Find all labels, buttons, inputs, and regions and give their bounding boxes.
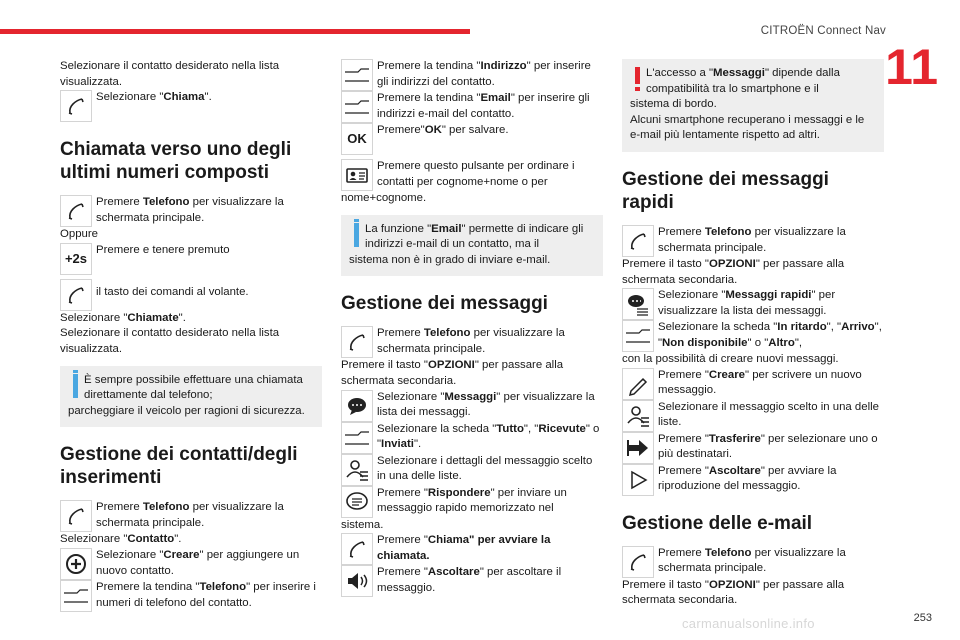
chapter-number: 11 bbox=[885, 39, 938, 95]
dropdown-tab-icon bbox=[341, 59, 373, 91]
warning-note: L'accesso a "Messaggi" dipende dalla compatibilità tra lo smartphone e il sistema di bordo. Alcuni smartphone recuperano i messaggi e le e-mail più lentamente rispetto ad altri. bbox=[622, 59, 884, 152]
section-heading: Gestione dei contatti/degli inserimenti bbox=[60, 444, 298, 489]
paragraph: Selezionare "Contatto". bbox=[60, 533, 182, 546]
instruction-row: Premere Telefono per visualizzare la schermata principale. bbox=[341, 326, 603, 358]
forward-arrow-icon bbox=[622, 432, 654, 464]
steering-wheel-button-icon: +2s bbox=[60, 243, 92, 275]
phone-icon bbox=[622, 225, 654, 257]
add-contact-icon bbox=[60, 548, 92, 580]
header-accent-bar bbox=[0, 29, 470, 34]
paragraph: Selezionare "Chiamate". bbox=[60, 311, 186, 324]
instruction-row: Selezionare "Creare" per aggiungere un nuovo contatto. bbox=[60, 548, 322, 580]
sms-icon bbox=[341, 390, 373, 422]
column-3 bbox=[622, 59, 884, 609]
reply-message-icon bbox=[341, 486, 373, 518]
header-title: CITROËN Connect Nav bbox=[760, 25, 886, 37]
contact-details-icon bbox=[341, 454, 373, 486]
instruction-row: Premere questo pulsante per ordinare i contatti per cognome+nome o per bbox=[341, 159, 603, 191]
ok-button-icon: OK bbox=[341, 123, 373, 155]
phone-icon bbox=[60, 90, 92, 122]
instruction-row: Premere "Creare" per scrivere un nuovo messaggio. bbox=[622, 368, 884, 400]
info-icon bbox=[354, 223, 359, 247]
phone-icon bbox=[341, 326, 373, 358]
instruction-row: Premere Telefono per visualizzare la schermata principale. bbox=[622, 546, 884, 578]
instruction-row: il tasto dei comandi al volante. bbox=[60, 279, 322, 311]
instruction-row: Premere la tendina "Email" per inserire gli indirizzi e-mail del contatto. bbox=[341, 91, 603, 123]
instruction-row: Selezionare i dettagli del messaggio scelto in una delle liste. bbox=[341, 454, 603, 486]
phone-icon bbox=[60, 195, 92, 227]
paragraph: Premere il tasto "OPZIONI" per passare alla schermata secondaria. bbox=[341, 359, 564, 387]
instruction-row: Selezionare il messaggio scelto in una delle liste. bbox=[622, 400, 884, 432]
instruction-row: Premere "Trasferire" per selezionare uno o più destinatari. bbox=[622, 432, 884, 464]
phone-icon bbox=[60, 500, 92, 532]
play-icon bbox=[622, 464, 654, 496]
info-note: È sempre possibile effettuare una chiamata direttamente dal telefono; parcheggiare il veicolo per ragioni di sicurezza. bbox=[60, 366, 322, 428]
phone-icon bbox=[622, 546, 654, 578]
instruction-row: Premere Telefono per visualizzare la schermata principale. bbox=[60, 500, 322, 532]
instruction-row: Selezionare "Messaggi" per visualizzare la lista dei messaggi. bbox=[341, 390, 603, 422]
instruction-row: Premere "Chiama" per avviare la chiamata. bbox=[341, 533, 603, 565]
paragraph: Premere il tasto "OPZIONI" per passare alla schermata secondaria. bbox=[622, 578, 845, 607]
instruction-row: Selezionare la scheda "Tutto", "Ricevute" o "Inviati". bbox=[341, 422, 603, 454]
dropdown-tab-icon bbox=[60, 580, 92, 612]
instruction-row: Premere Telefono per visualizzare la schermata principale. bbox=[60, 195, 322, 227]
paragraph: nome+cognome. bbox=[341, 192, 427, 204]
paragraph: Selezionare il contatto desiderato nella lista visualizzata. bbox=[60, 60, 280, 88]
instruction-row: Premere "Rispondere" per inviare un messaggio rapido memorizzato nel bbox=[341, 486, 603, 518]
quick-messages-icon bbox=[622, 288, 654, 320]
instruction-row: Selezionare "Messaggi rapidi" per visualizzare la lista dei messaggi. bbox=[622, 288, 884, 320]
dropdown-tab-icon bbox=[622, 320, 654, 352]
instruction-row: +2s Premere e tenere premuto bbox=[60, 243, 322, 275]
instruction-row: Premere "Ascoltare" per ascoltare il messaggio. bbox=[341, 565, 603, 597]
watermark: carmanualsonline.info bbox=[682, 616, 815, 631]
warning-icon bbox=[635, 67, 640, 84]
instruction-row: Premere la tendina "Indirizzo" per inserire gli indirizzi del contatto. bbox=[341, 59, 603, 91]
instruction-row: OK Premere"OK" per salvare. bbox=[341, 123, 603, 155]
section-heading: Gestione dei messaggi bbox=[341, 293, 548, 315]
section-heading: Gestione delle e-mail bbox=[622, 512, 813, 534]
column-1 bbox=[60, 59, 322, 612]
paragraph: con la possibilità di creare nuovi messaggi. bbox=[622, 353, 839, 366]
page-number: 253 bbox=[913, 612, 932, 624]
section-heading: Chiamata verso uno degli ultimi numeri composti bbox=[60, 139, 292, 184]
phone-icon bbox=[341, 533, 373, 565]
speaker-icon bbox=[341, 565, 373, 597]
sort-contacts-icon bbox=[341, 159, 373, 191]
paragraph: sistema. bbox=[341, 518, 384, 531]
info-note: La funzione "Email" permette di indicare gli indirizzi e-mail di un contatto, ma il sistema non è in grado di inviare e-mail. bbox=[341, 215, 603, 277]
instruction-row: Premere "Ascoltare" per avviare la riproduzione del messaggio. bbox=[622, 464, 884, 496]
phone-icon bbox=[60, 279, 92, 311]
contact-details-icon bbox=[622, 400, 654, 432]
paragraph: Premere il tasto "OPZIONI" per passare alla schermata secondaria. bbox=[622, 257, 845, 286]
instruction-row: Premere la tendina "Telefono" per inserire i numeri di telefono del contatto. bbox=[60, 580, 322, 612]
paragraph: Oppure bbox=[60, 228, 98, 241]
instruction-row: Premere Telefono per visualizzare la schermata principale. bbox=[622, 225, 884, 257]
dropdown-tab-icon bbox=[341, 422, 373, 454]
instruction-row: Selezionare la scheda "In ritardo", "Arrivo", "Non disponibile" o "Altro", bbox=[622, 320, 884, 352]
info-icon bbox=[73, 374, 78, 398]
pencil-icon bbox=[622, 368, 654, 400]
instruction-row: Selezionare "Chiama". bbox=[60, 90, 322, 122]
section-heading: Gestione dei messaggi rapidi bbox=[622, 168, 829, 213]
column-2 bbox=[341, 59, 603, 597]
dropdown-tab-icon bbox=[341, 91, 373, 123]
paragraph: Selezionare il contatto desiderato nella lista visualizzata. bbox=[60, 327, 280, 355]
